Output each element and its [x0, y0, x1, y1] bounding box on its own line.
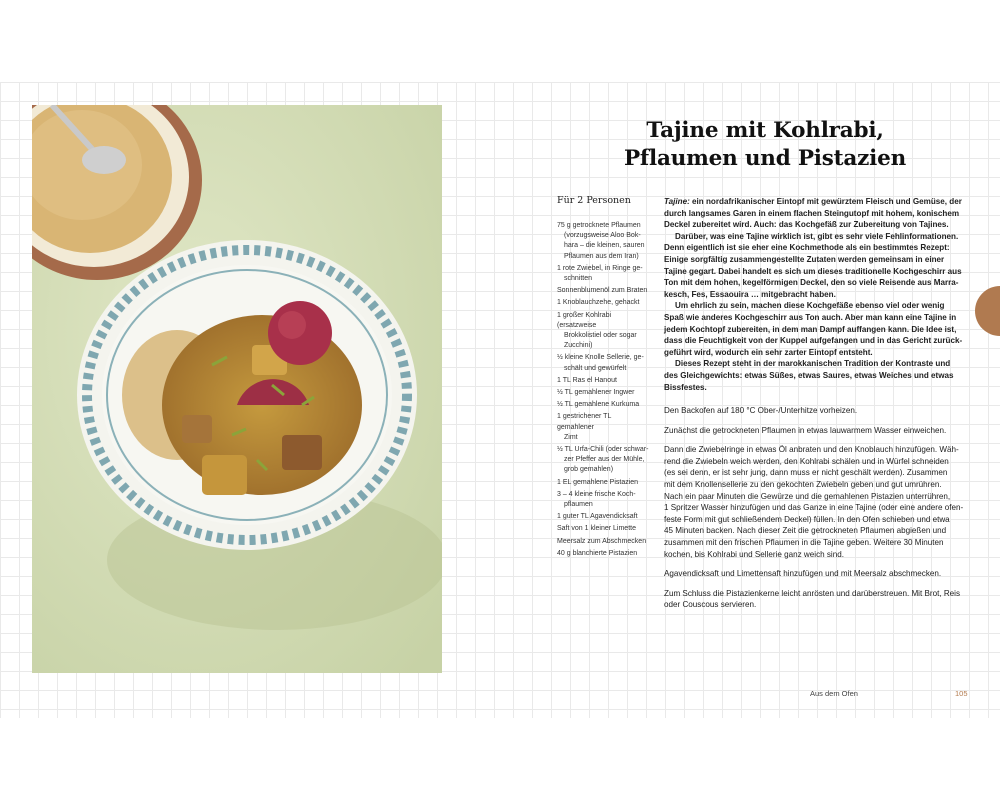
intro-line: Dieses Rezept steht in der marokkanischen Tradition der Kontraste und: [675, 359, 951, 369]
ingredient-item: [557, 478, 649, 488]
step-line: Zum Schluss die Pistazienkerne leicht anrösten und darüberstreuen. Mit Brot, Reis: [664, 588, 961, 598]
method-steps: [664, 405, 964, 611]
intro-line: Spaß wie anderes Kochgeschirr aus Ton auch. Aber man kann eine Tajine in: [664, 312, 957, 322]
intro-line: [664, 196, 962, 208]
intro-paragraph-definition: [664, 196, 962, 231]
step-line: mit dem Knollensellerie zu den gekochten Zwiebeln geben und gut umrühren.: [664, 480, 942, 490]
ingredient-item: [557, 388, 649, 398]
step-line: 45 Minuten backen. Nach dieser Zeit die getrockneten Pflaumen abgießen und: [664, 526, 947, 536]
ingredient-line: grob gemahlen): [564, 466, 614, 474]
ingredient-line: Saft von 1 kleiner Limette: [557, 525, 636, 533]
ingredient-item: [557, 353, 649, 373]
ingredient-line: 1 großer Kohlrabi (ersatzweise: [557, 311, 612, 329]
ingredient-item: [557, 524, 649, 534]
tajine-definition-term: Tajine:: [664, 197, 690, 206]
method-step: [664, 405, 956, 417]
intro-paragraph-misinformation: [664, 231, 962, 301]
ingredient-item: [557, 490, 649, 510]
intro-line: des Gleichgewichts: etwas Süßes, etwas Saures, etwas Weiches und etwas: [664, 370, 954, 380]
intro-line: Tajine gegart. Dabei handelt es sich um dieses traditionelle Kochgeschirr aus: [664, 266, 962, 276]
intro-line: geführt wird, wodurch ein sehr zarter Eintopf entsteht.: [664, 347, 873, 357]
servings-label: Für 2 Personen: [557, 195, 631, 206]
ingredient-line: 1 rote Zwiebel, in Ringe ge-: [557, 264, 643, 272]
intro-paragraph-tradition: [664, 358, 956, 393]
ingredient-line: ½ TL gemahlene Kurkuma: [557, 401, 640, 409]
ingredient-line: Sonnenblumenöl zum Braten: [557, 287, 648, 295]
ingredient-line: hara – die kleinen, sauren: [564, 242, 645, 250]
section-title: Aus dem Ofen: [810, 689, 858, 698]
intro-line: Denn eigentlich ist sie eher eine Kochmethode als ein bestimmtes Rezept:: [664, 243, 950, 253]
ingredient-line: ½ kleine Knolle Sellerie, ge-: [557, 354, 644, 362]
ingredient-line: 1 guter TL Agavendicksaft: [557, 513, 638, 521]
ingredient-item: [557, 400, 649, 410]
step-line: Zunächst die getrockneten Pflaumen in etwas lauwarmem Wasser einweichen.: [664, 425, 947, 435]
ingredient-item: [557, 445, 649, 476]
ingredient-line: 1 TL Ras el Hanout: [557, 376, 617, 384]
intro-line: Deckel zubereitet wird. Auch: das Kochgefäß zur Zubereitung von Tajines.: [664, 220, 949, 230]
ingredient-line: 40 g blanchierte Pistazien: [557, 549, 638, 557]
method-step: [664, 588, 961, 611]
step-line: Dann die Zwiebelringe in etwas Öl anbraten und den Knoblauch hinzufügen. Wäh-: [664, 445, 959, 455]
ingredient-item: [557, 549, 649, 559]
intro-text: [664, 196, 963, 393]
ingredient-line: zer Pfeffer aus der Mühle,: [564, 456, 645, 464]
intro-line: jedem Kochtopf zubereiten, in dem man Dampf auffangen kann. Die Idee ist,: [664, 324, 957, 334]
ingredient-item: [557, 298, 649, 308]
ingredient-line: pflaumen: [564, 501, 593, 509]
ingredient-item: [557, 376, 649, 386]
ingredient-item: [557, 412, 649, 443]
step-line: kochen, bis Kohlrabi und Sellerie ganz weich sind.: [664, 549, 844, 559]
ingredient-line: Zucchini): [564, 342, 593, 350]
intro-line: Um ehrlich zu sein, machen diese Kochgefäße ebenso viel oder wenig: [675, 301, 945, 311]
intro-line-text: ein nordafrikanischer Eintopf mit gewürztem Fleisch und Gemüse, der: [689, 197, 962, 206]
method-step: [664, 425, 956, 437]
ingredient-line: 1 gestrichener TL gemahlener: [557, 413, 612, 431]
step-line: (es sei denn, er ist sehr jung, dann muss er nicht geschält werden). Zusammen: [664, 468, 948, 478]
recipe-body: [664, 196, 964, 619]
ingredient-line: (vorzugsweise Aloo Bok-: [564, 232, 641, 240]
step-line: 1 Spritzer Wasser hinzufügen und das Ganze in eine Tajine (oder eine andere ofen-: [664, 503, 964, 513]
ingredient-item: [557, 512, 649, 522]
step-line: zusammen mit den frischen Pflaumen in die Tajine geben. Weitere 30 Minuten: [664, 538, 944, 548]
step-line: oder Couscous servieren.: [664, 600, 757, 610]
intro-line: Einige sorgfältig zusammengestellte Zutaten werden gemeinsam in einer: [664, 254, 945, 264]
intro-line: kesch, Fes, Essaouira … mitgebracht haben.: [664, 289, 836, 299]
ingredient-item: [557, 311, 649, 352]
ingredient-item: [557, 264, 649, 284]
ingredient-item: [557, 286, 649, 296]
ingredient-line: ½ TL Urfa-Chili (oder schwar-: [557, 446, 649, 454]
step-line: Agavendicksaft und Limettensaft hinzufügen und mit Meersalz abschmecken.: [664, 569, 942, 579]
ingredient-list: [557, 221, 649, 561]
step-line: rend die Zwiebeln weich werden, den Kohlrabi schälen und in Würfel schneiden: [664, 456, 949, 466]
method-step: [664, 444, 964, 560]
ingredient-line: 1 EL gemahlene Pistazien: [557, 478, 639, 486]
recipe-title: [575, 117, 955, 173]
step-line: Nach ein paar Minuten die Gewürze und die gemahlenen Pistazien unterrühren,: [664, 491, 951, 501]
ingredient-line: 75 g getrocknete Pflaumen: [557, 222, 641, 229]
intro-paragraph-cookware: [664, 300, 963, 358]
step-line: feste Form mit gut schließendem Deckel) füllen. In den Ofen schieben und etwa: [664, 514, 950, 524]
ingredient-item: [557, 221, 649, 262]
intro-line: dass die Feuchtigkeit von der Kuppel aufgefangen und in das Gericht zurück-: [664, 336, 963, 346]
recipe-title-line-1: Tajine mit Kohlrabi,: [646, 118, 884, 143]
intro-line: durch langsames Garen in einem flachen Steingutopf mit hohem, konischem: [664, 208, 960, 218]
recipe-photo: [32, 105, 442, 673]
method-step: [664, 568, 956, 580]
ingredient-line: ½ TL gemahlener Ingwer: [557, 389, 635, 397]
page-number: 105: [955, 689, 968, 698]
ingredient-line: Pflaumen aus dem Iran): [564, 252, 639, 260]
ingredient-line: Zimt: [564, 433, 578, 441]
step-line: Den Backofen auf 180 °C Ober-/Unterhitze vorheizen.: [664, 406, 858, 416]
ingredient-line: Meersalz zum Abschmecken: [557, 537, 647, 545]
ingredient-line: schnitten: [564, 275, 593, 283]
ingredient-line: schält und gewürfelt: [564, 364, 627, 372]
tajine-dish-illustration: [32, 105, 442, 673]
ingredient-line: Brokkolistiel oder sogar: [564, 332, 637, 340]
intro-line: Ton mit dem hohen, kegelförmigen Deckel, den so viele Reisende aus Marra-: [664, 278, 959, 288]
ingredient-line: 1 Knoblauchzehe, gehackt: [557, 299, 640, 307]
ingredient-item: [557, 537, 649, 547]
intro-line: Darüber, was eine Tajine wirklich ist, gibt es sehr viele Fehlinformationen.: [675, 231, 959, 241]
ingredient-line: 3 – 4 kleine frische Koch-: [557, 490, 636, 498]
recipe-title-line-2: Pflaumen und Pistazien: [623, 146, 907, 171]
intro-line: Bissfestes.: [664, 382, 707, 392]
